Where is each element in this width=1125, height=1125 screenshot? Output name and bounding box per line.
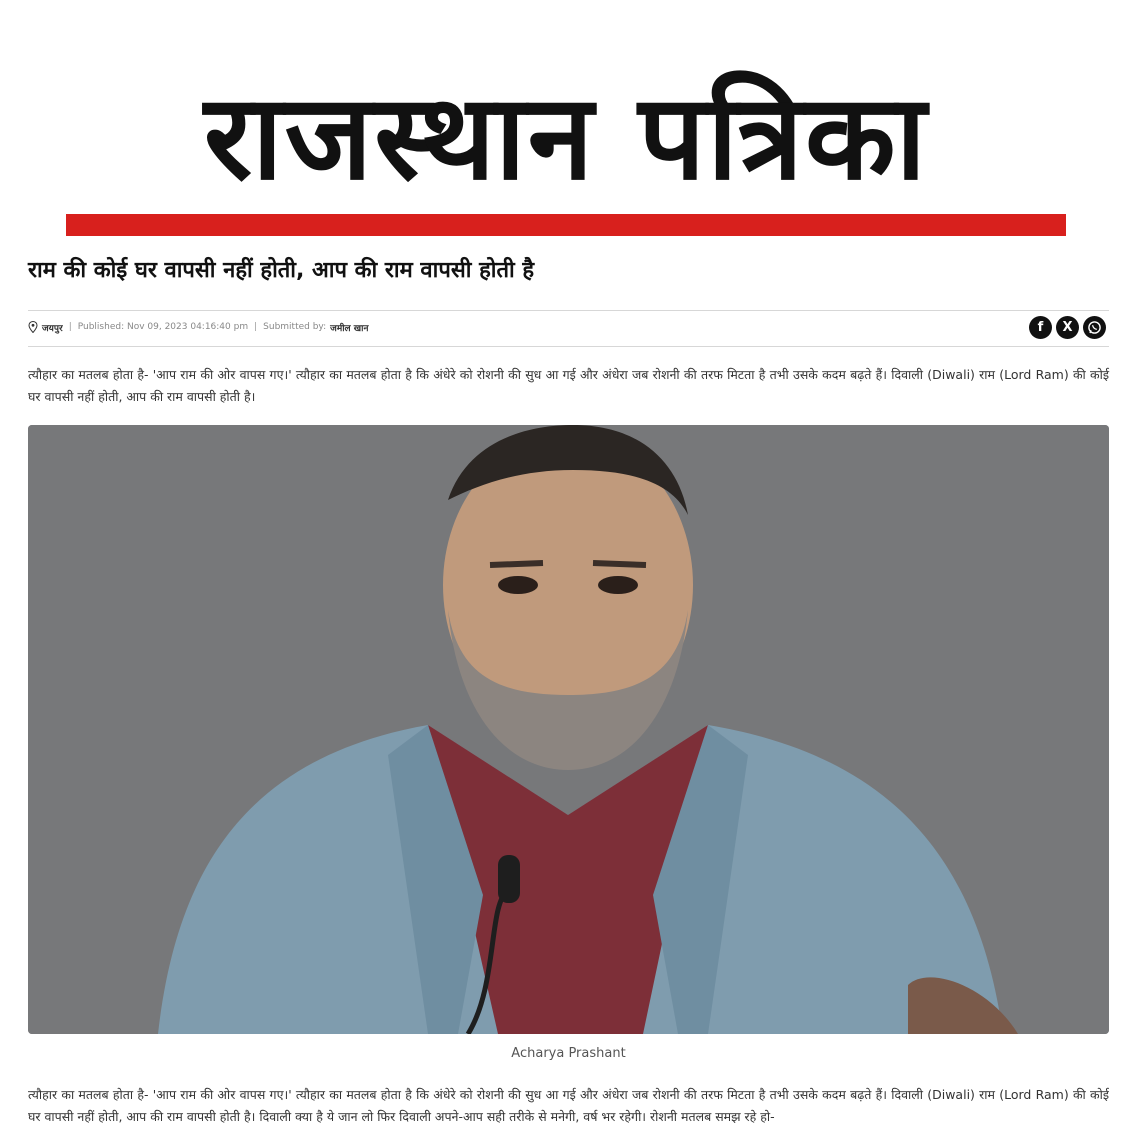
- meta-submitted-label: Submitted by:: [263, 322, 327, 332]
- x-icon[interactable]: X: [1056, 316, 1079, 339]
- article-intro: त्यौहार का मतलब होता है- 'आप राम की ओर वापस गए।' त्यौहार का मतलब होता है कि अंधेरे को रोशनी की सुध आ गई और अंधेरा जब रोशनी की तरफ मिटता है तभी उसके कदम बढ़ते हैं। दिवाली (Diwali) राम (Lord Ram) की कोई घर वापसी नहीं होती, आप की राम वापसी होती है।: [28, 367, 1109, 404]
- portrait-illustration: [28, 425, 1109, 1034]
- meta-divider-top: [28, 310, 1109, 311]
- meta-published: Published: Nov 09, 2023 04:16:40 pm: [77, 322, 249, 332]
- meta-divider-bottom: [28, 346, 1109, 347]
- masthead-logo[interactable]: [66, 62, 1066, 238]
- image-caption: Acharya Prashant: [511, 1046, 626, 1061]
- article-body: त्यौहार का मतलब होता है- 'आप राम की ओर वापस गए।' त्यौहार का मतलब होता है कि अंधेरे को रोशनी की सुध आ गई और अंधेरा जब रोशनी की तरफ मिटता है तभी उसके कदम बढ़ते हैं। दिवाली (Diwali) राम (Lord Ram) की कोई घर वापसी नहीं होती, आप की राम वापसी होती है। दिवाली क्या है ये जान लो फिर दिवाली अपने-आप सही तरीके से मनेगी, वर्ष भर रहेगी। रोशनी मतलब समझ रहे हो-: [28, 1087, 1109, 1124]
- article-photo[interactable]: [28, 425, 1109, 1034]
- masthead-red-bar: [66, 214, 1066, 236]
- whatsapp-icon[interactable]: [1083, 316, 1106, 339]
- meta-separator: |: [68, 322, 72, 332]
- meta-author[interactable]: जमील खान: [330, 323, 369, 334]
- facebook-icon[interactable]: f: [1029, 316, 1052, 339]
- meta-separator: |: [254, 322, 258, 332]
- meta-location[interactable]: जयपुर: [42, 323, 63, 334]
- location-pin-icon: [28, 321, 38, 333]
- masthead-title: राजस्थान पत्रिका: [203, 67, 929, 206]
- article-headline: राम की कोई घर वापसी नहीं होती, आप की राम वापसी होती है: [28, 258, 535, 283]
- share-bar: [1029, 316, 1106, 339]
- article-meta: [28, 318, 368, 336]
